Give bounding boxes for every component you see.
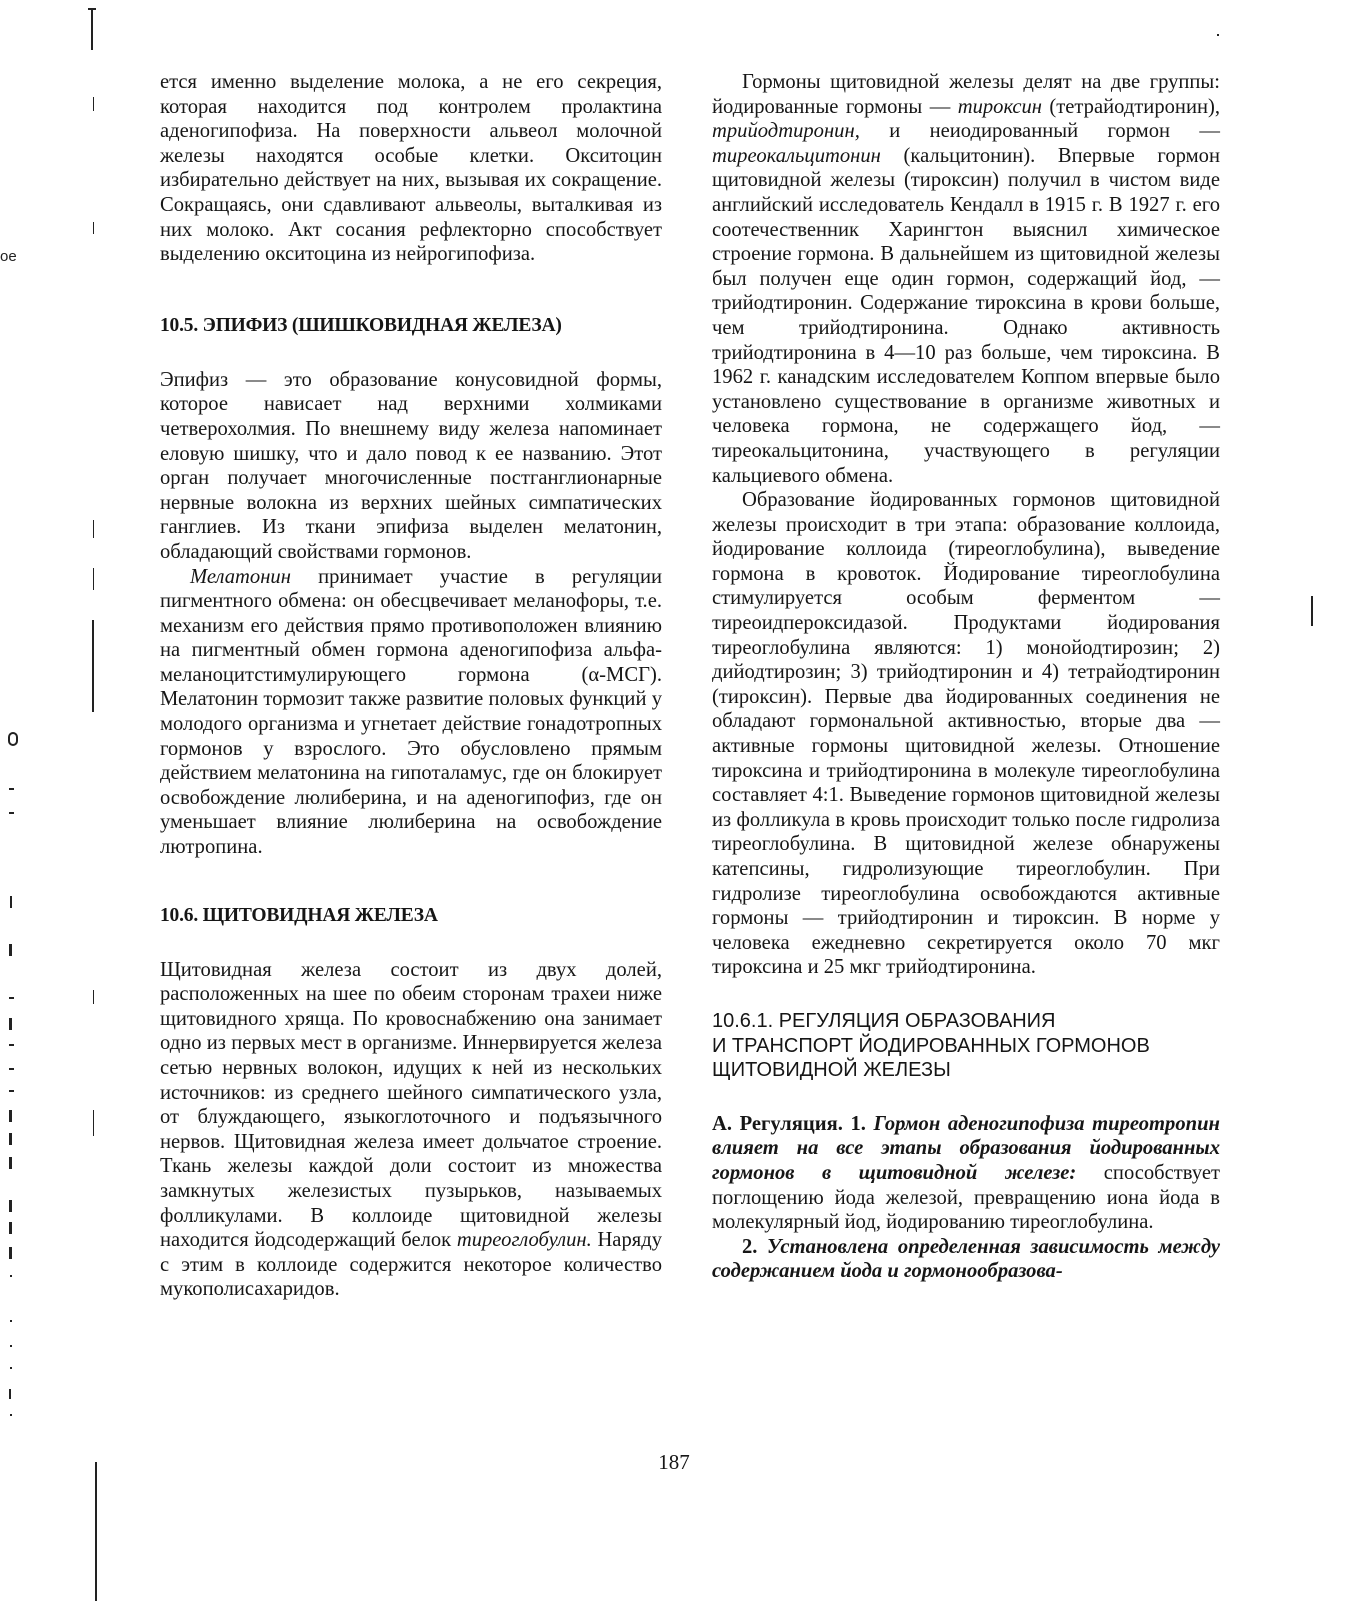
scan-mark <box>93 990 94 1004</box>
paragraph-text: Гормоны щитовидной железы делят на две группы: йодированные гормоны — <box>712 71 1220 118</box>
subsection-heading <box>712 1009 1220 1083</box>
subsection-heading-line: ЩИТОВИДНОЙ ЖЕЛЕЗЫ <box>712 1059 951 1082</box>
section-heading-thyroid: 10.6. ЩИТОВИДНАЯ ЖЕЛЕЗА <box>160 904 438 926</box>
paragraph <box>160 958 662 1302</box>
subsection-heading-line: 10.6.1. РЕГУЛЯЦИЯ ОБРАЗОВАНИЯ <box>712 1009 1056 1032</box>
paragraph-text: принимает участие в регуляции пигментного обмена: он обесцвечивает меланофоры, т.е. механизм его действия прямо противоположен влиянию на пигментный обмен гормона аденогипофиза альфа-меланоцитстимулирующего гормона (α-МСГ). Мелатонин тормозит также развитие половых функций у молодого организма и угнетает действие гонадотропных гормонов у взрослого. Это обусловлено прямым действием мелатонина на гипоталамус, где он блокирует освобождение люлиберина, и на аденогипофиз, где он уменьшает влияние люлиберина на освобождение лютропина. <box>160 565 662 859</box>
margin-fragment: ое <box>0 248 17 265</box>
scan-mark <box>93 97 94 111</box>
scan-mark <box>9 1200 12 1212</box>
scan-mark <box>9 812 14 814</box>
term: Мелатонин <box>190 565 291 588</box>
scan-mark <box>9 788 14 790</box>
paragraph-text: Щитовидная железа состоит из двух долей, расположенных на шее по обеим сторонам трахеи ниже щитовидного хряща. По кровоснабжению она занимает одно из первых мест в организме. Иннервируется железа сетью нервных волокон, идущих к ней из нескольких источников: из среднего шейного симпатического узла, от блуждающего, языкоглоточного и подъязычного нервов. Щитовидная железа имеет дольчатое строение. Ткань железы каждой доли состоит из множества замкнутых железистых пузырьков, называемых фолликулами. В коллоиде щитовидной железы находится йодсодержащий белок <box>160 958 662 1252</box>
scan-mark <box>95 1462 97 1601</box>
paragraph-label: А. Регуляция. 1. <box>712 1112 866 1135</box>
left-column <box>160 70 662 1302</box>
page-number: 187 <box>658 1450 690 1474</box>
right-column <box>712 70 1220 1284</box>
section-heading-epiphysis: 10.5. ЭПИФИЗ (ШИШКОВИДНАЯ ЖЕЛЕЗА) <box>160 314 562 336</box>
paragraph-text: и неиодированный гормон — <box>859 120 1220 143</box>
scan-mark <box>10 1367 12 1369</box>
scan-mark <box>9 1018 12 1030</box>
scan-mark <box>10 896 12 908</box>
paragraph-text: способствует поглощению йода железой, превращению иона йода в молекулярный йод, йодированию тиреоглобулина. <box>712 1161 1220 1234</box>
scan-mark <box>9 1389 11 1399</box>
emphasis: Гормон аденогипофиза тиреотропин влияет на все этапы образования йодированных гормонов в щитовидной железе: <box>712 1112 1220 1184</box>
paragraph-text: (кальцитонин). Впервые гормон щитовидной железы (тироксин) получил в чистом виде английский исследователь Кендалл в 1915 г. В 1927 г. его соотечественник Харингтон выяснил химическое строение гормона. В дальнейшем из щитовидной железы был получен еще один гормон, содержащий йод, — трийодтиронин. Содержание тироксина в крови больше, чем трийодтиронина. Однако активность трийодтиронина в 4—10 раз больше, чем тироксина. В 1962 г. канадским исследователем Коппом впервые было установлено существование в организме животных и человека гормона, не содержащего йод, — тиреокальцитонина, участвующего в регуляции кальциевого обмена. <box>712 144 1220 487</box>
emphasis: Установлена определенная зависимость между содержанием йода и гормонообразова- <box>712 1235 1220 1283</box>
scan-mark <box>9 1222 12 1234</box>
paragraph <box>712 70 1220 488</box>
scan-mark <box>93 520 94 538</box>
scan-mark <box>9 1090 14 1092</box>
scan-mark <box>1217 34 1219 36</box>
paragraph <box>712 1235 1220 1284</box>
scan-mark <box>88 8 96 10</box>
paragraph-label: 2. <box>742 1235 758 1258</box>
scan-mark <box>1311 596 1313 626</box>
scan-mark <box>10 1414 12 1416</box>
paragraph: Эпифиз — это образование конусовидной формы, которое нависает над верхними холмиками четверохолмия. По внешнему виду железа напоминает еловую шишку, что и дало повод к ее названию. Этот орган получает многочисленные постганглионарные нервные волокна из верхних шейных симпатических ганглиев. Из ткани эпифиза выделен мелатонин, обладающий свойствами гормонов. <box>160 368 662 563</box>
scan-mark <box>93 568 94 590</box>
paragraph <box>160 565 662 860</box>
scan-mark <box>9 1157 12 1169</box>
scan-mark <box>9 1044 14 1046</box>
scan-mark <box>91 8 93 50</box>
term: трийодтиронин, <box>712 120 860 143</box>
paragraph-text: Наряду с этим в коллоиде содержится некоторое количество мукополисахаридов. <box>160 1229 662 1301</box>
scan-mark <box>93 1110 94 1136</box>
scan-mark <box>9 1247 12 1259</box>
paragraph <box>712 1112 1220 1235</box>
scan-mark <box>9 1133 12 1145</box>
scan-mark <box>9 1110 12 1122</box>
paragraph-text: (тетрайодтиронин), <box>1041 95 1220 118</box>
scan-mark <box>8 732 18 746</box>
subsection-heading-line: И ТРАНСПОРТ ЙОДИРОВАННЫХ ГОРМОНОВ <box>712 1034 1150 1057</box>
scan-mark <box>92 620 94 712</box>
scan-mark <box>10 1345 12 1347</box>
scan-mark <box>9 997 14 999</box>
scan-mark <box>10 1320 12 1322</box>
scan-mark <box>93 222 94 234</box>
scan-mark <box>9 944 12 956</box>
paragraph: Образование йодированных гормонов щитовидной железы происходит в три этапа: образование коллоида, йодирование коллоида (тиреоглобулина), выведение гормона в кровоток. Йодирование тиреоглобулина стимулируется особым ферментом — тиреоидпероксидазой. Продуктами йодирования тиреоглобулина являются: 1) монойодтирозин; 2) дийодтирозин; 3) трийодтиронин и 4) тетрайодтиронин (тироксин). Первые два йодированных соединения не обладают гормональной активностью, вторые два — активные гормоны щитовидной железы. Отношение тироксина и трийодтиронина в молекуле тиреоглобулина составляет 4:1. Выведение гормонов щитовидной железы из фолликула в кровь происходит только после гидролиза тиреоглобулина. В щитовидной железе обнаружены катепсины, гидролизующие тиреоглобулин. При гидролизе тиреоглобулина освобождаются активные гормоны — трийодтиронин и тироксин. В норме у человека ежедневно секретируется около 70 мкг тироксина и 25 мкг трийодтиронина. <box>712 489 1220 979</box>
term: тироксин <box>957 95 1042 118</box>
scan-mark <box>10 1275 12 1277</box>
term: тиреокальцитонин <box>712 144 881 167</box>
scan-mark <box>9 1068 14 1070</box>
term: тиреоглобулин. <box>456 1229 592 1252</box>
paragraph: ется именно выделение молока, а не его секреция, которая находится под контролем пролактина аденогипофиза. На поверхности альвеол молочной железы находятся особые клетки. Окситоцин избирательно действует на них, вызывая их сокращение. Сокращаясь, они сдавливают альвеолы, выталкивая из них молоко. Акт сосания рефлекторно способствует выделению окситоцина из нейрогипофиза. <box>160 71 662 266</box>
